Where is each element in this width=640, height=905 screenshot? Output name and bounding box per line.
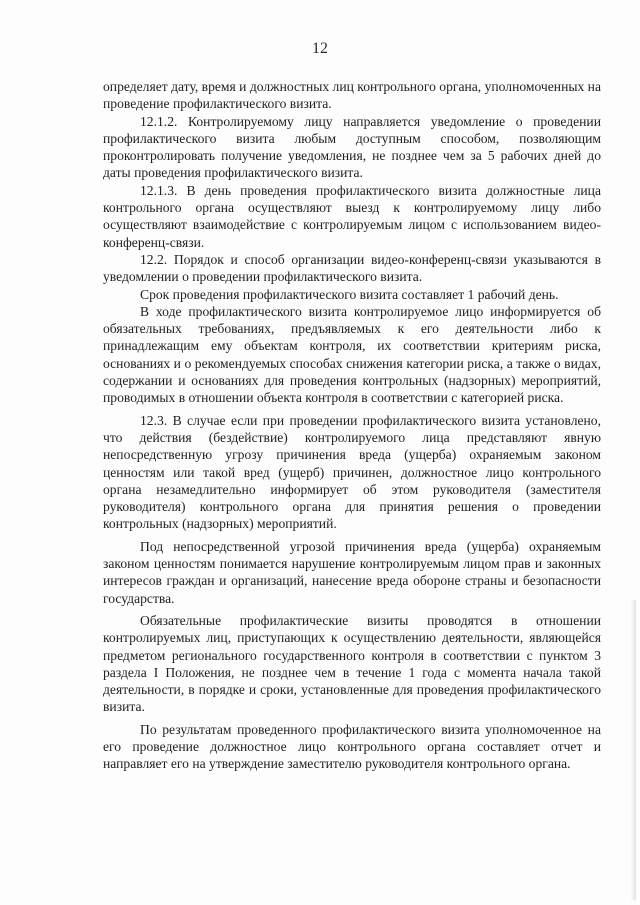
paragraph-threat-definition: Под непосредственной угрозой причинения вреда (ущерба) охраняемым законом ценностям понимается нарушение контролируемым лицом прав и законных интересов граждан и организаций, нанесение вреда обороне страны и безопасности государства. <box>103 538 601 606</box>
paragraph-visit-duration: Срок проведения профилактического визита составляет 1 рабочий день. <box>140 286 559 302</box>
paragraph-continuation: определяет дату, время и должностных лиц контрольного органа, уполномоченных на проведение профилактического визита. <box>103 79 601 112</box>
scan-edge-shadow <box>630 600 636 900</box>
document-body <box>103 78 601 778</box>
paragraph-visit-results: По результатам проведенного профилактического визита уполномоченное на его проведение должностное лицо контрольного органа составляет отчет и направляет его на утверждение заместителю руководителя контрольного органа. <box>103 721 601 772</box>
paragraph-12-1-2: 12.1.2. Контролируемому лицу направляется уведомление о проведении профилактического визита любым доступным способом, позволяющим проконтролировать получение уведомления, не позднее чем за 5 рабочих дней до даты проведения профилактического визита. <box>103 113 601 181</box>
page-number: 12 <box>312 40 328 57</box>
paragraph-12-1-3: 12.1.3. В день проведения профилактического визита должностные лица контрольного органа осуществляют выезд к контролируемому лицу либо осуществляют взаимодействие с контролируемым лицом с использованием видео-конференц-связи. <box>103 182 601 250</box>
paragraph-12-3: 12.3. В случае если при проведении профилактического визита установлено, что действия (бездействие) контролируемого лица представляют явную непосредственную угрозу причинения вреда (ущерба) охраняемым законом ценностям или такой вред (ущерб) причинен, должностное лицо контрольного органа незамедлительно информирует об этом руководителя (заместителя руководителя) контрольного органа для принятия решения о проведении контрольных (надзорных) мероприятий. <box>103 412 601 532</box>
paragraph-visit-information: В ходе профилактического визита контролируемое лицо информируется об обязательных требованиях, предъявляемых к его деятельности либо к принадлежащим ему объектам контроля, их соответствии критериям риска, основаниях и о рекомендуемых способах снижения категории риска, а также о видах, содержании и основаниях для проведения контрольных (надзорных) мероприятий, проводимых в отношении объекта контроля в соответствии с категорией риска. <box>103 303 601 406</box>
paragraph-mandatory-visits: Обязательные профилактические визиты проводятся в отношении контролируемых лиц, приступающих к осуществлению деятельности, являющейся предметом регионального государственного контроля в соответствии с пунктом 3 раздела I Положения, не позднее чем в течение 1 года с момента начала такой деятельности, в порядке и сроки, установленные для проведения профилактического визита. <box>103 612 601 715</box>
paragraph-12-2: 12.2. Порядок и способ организации видео-конференц-связи указываются в уведомлении о проведении профилактического визита. <box>103 251 601 285</box>
